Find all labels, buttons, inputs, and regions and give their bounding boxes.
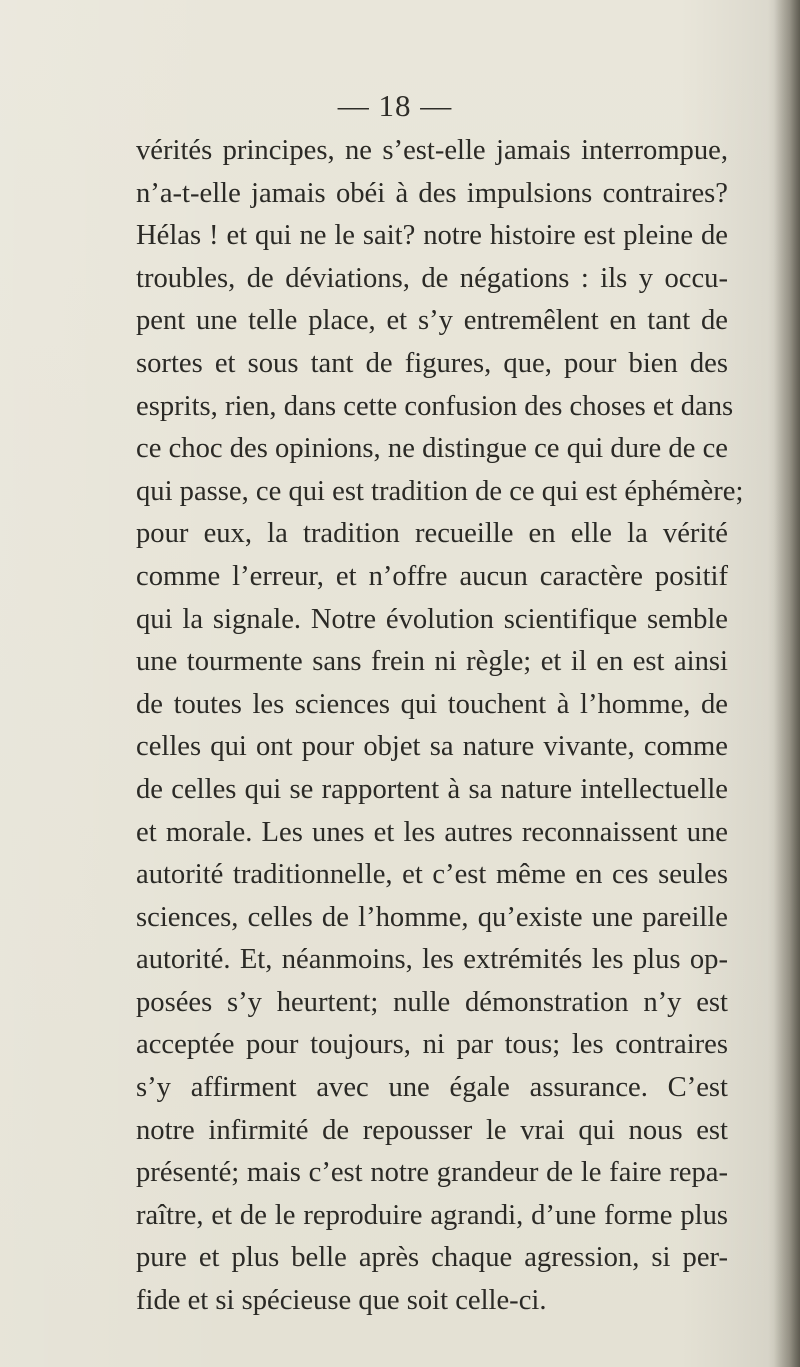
text-line: sciences, celles de l’homme, qu’existe une pareille (136, 901, 728, 933)
text-line: Hélas ! et qui ne le sait? notre histoire est pleine de (136, 220, 728, 252)
text-line: qui passe, ce qui est tradition de ce qui est éphémère; (136, 475, 744, 507)
text-line: pent une telle place, et s’y entremêlent en tant de (136, 305, 728, 337)
text-line: n’a-t-elle jamais obéi à des impulsions contraires? (136, 177, 728, 209)
text-line: comme l’erreur, et n’offre aucun caractère positif (136, 560, 728, 592)
text-line: ce choc des opinions, ne distingue ce qui dure de ce (136, 433, 728, 465)
text-line: s’y affirment avec une égale assurance. C’est (136, 1072, 728, 1104)
text-line: posées s’y heurtent; nulle démonstration n’y est (136, 986, 728, 1018)
text-line: présenté; mais c’est notre grandeur de le faire repa- (136, 1157, 728, 1189)
text-line: raître, et de le reproduire agrandi, d’une forme plus (136, 1199, 728, 1231)
text-line: vérités principes, ne s’est-elle jamais interrompue, (136, 135, 728, 166)
text-line: autorité. Et, néanmoins, les extrémités les plus op- (136, 944, 728, 976)
text-line: fide et si spécieuse que soit celle-ci. (136, 1285, 547, 1317)
text-line: une tourmente sans frein ni règle; et il en est ainsi (136, 646, 728, 678)
text-line: et morale. Les unes et les autres reconnaissent une (136, 816, 728, 848)
text-line: de toutes les sciences qui touchent à l’homme, de (136, 688, 728, 720)
text-line: pour eux, la tradition recueille en elle la vérité (136, 518, 728, 550)
text-line: notre infirmité de repousser le vrai qui nous est (136, 1114, 728, 1146)
text-line: qui la signale. Notre évolution scientifique semble (136, 603, 728, 635)
text-line: troubles, de déviations, de négations : ils y occu- (136, 262, 728, 294)
text-line: pure et plus belle après chaque agression, si per- (136, 1242, 728, 1274)
text-line: autorité traditionnelle, et c’est même en ces seules (136, 859, 728, 891)
text-line: acceptée pour toujours, ni par tous; les contraires (136, 1029, 728, 1061)
text-line: esprits, rien, dans cette confusion des choses et dans (136, 390, 734, 422)
text-line: de celles qui se rapportent à sa nature intellectuelle (136, 773, 728, 805)
text-line: sortes et sous tant de figures, que, pour bien des (136, 347, 728, 379)
page-number: — 18 — (337, 88, 453, 123)
page-edge-shadow (774, 0, 800, 1367)
text-line: celles qui ont pour objet sa nature vivante, comme (136, 731, 728, 763)
body-paragraph (136, 130, 744, 1323)
